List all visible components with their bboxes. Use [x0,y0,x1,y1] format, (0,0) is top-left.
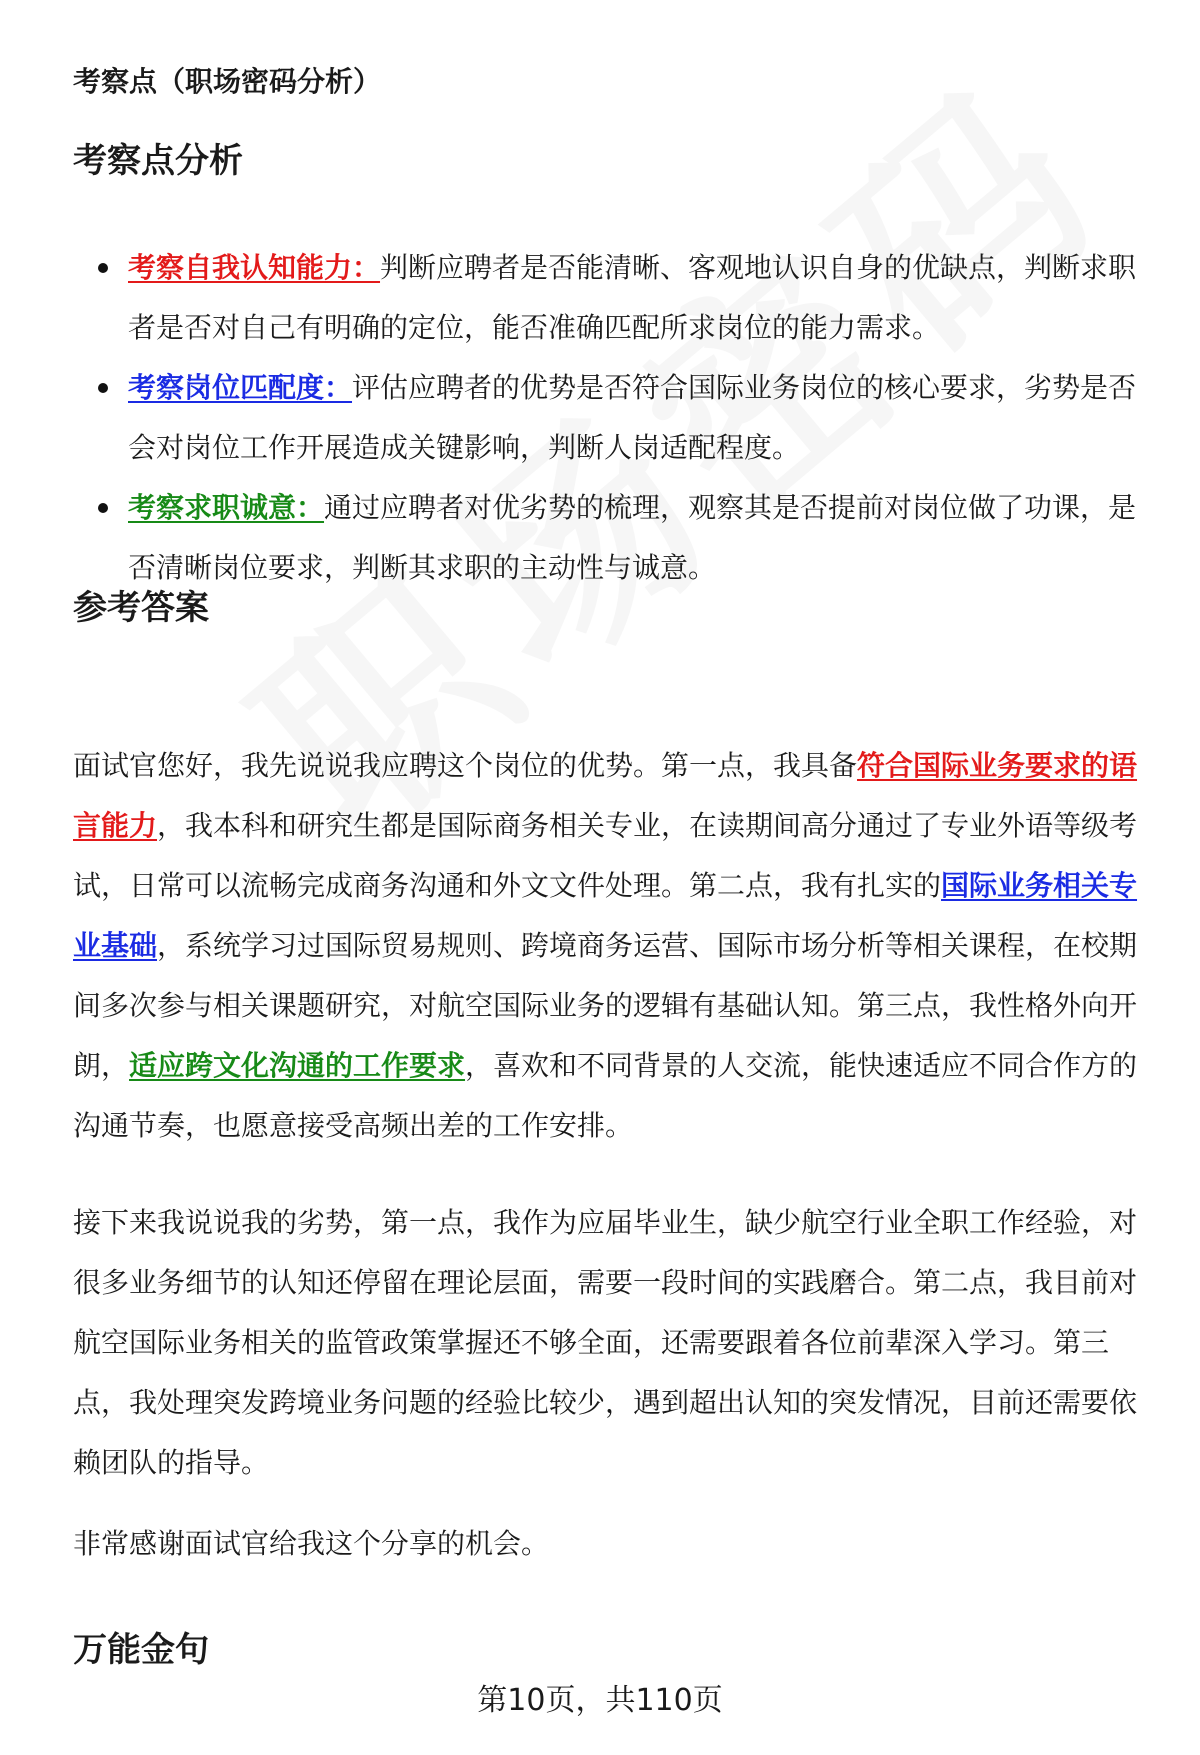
bullet-item [73,358,1158,478]
bullet-dot-icon [98,383,108,393]
bullet-keyword: 考察岗位匹配度： [128,371,353,404]
bullet-item [73,478,1158,598]
bullet-text: 评估应聘者的优势是否符合国际业务岗位的核心要求，劣势是否会对岗位工作开展造成关键影响，判断人岗适配程度。 [128,371,1137,464]
answer-text: 面试官您好，我先说说我应聘这个岗位的优势。第一点，我具备 [73,749,858,782]
bullet-text: 判断应聘者是否能清晰、客观地认识自身的优缺点，判断求职者是否对自己有明确的定位，能否准确匹配所求岗位的能力需求。 [128,251,1137,344]
answer-keyword: 适应跨文化沟通的工作要求 [129,1049,466,1082]
page-number: 第10页，共110页 [477,1683,723,1718]
doc-title: 考察点（职场密码分析） [73,65,382,98]
section-heading-answer: 参考答案 [73,588,209,628]
answer-keyword: 符合国际业务要求的语言能力 [73,749,1138,842]
bullet-text: 通过应聘者对优劣势的梳理，观察其是否提前对岗位做了功课，是否清晰岗位要求，判断其求职的主动性与诚意。 [128,491,1137,584]
bullet-dot-icon [98,503,108,513]
answer-text: ，喜欢和不同背景的人交流，能快速适应不同合作方的沟通节奏，也愿意接受高频出差的工作安排。 [73,1049,1138,1142]
bullet-keyword: 考察求职诚意： [128,491,325,524]
bullet-keyword: 考察自我认知能力： [128,251,381,284]
bullet-item [73,238,1158,358]
section-heading-golden-sentences: 万能金句 [73,1630,209,1670]
analysis-bullet-list [73,238,1158,598]
bullet-dot-icon [98,263,108,273]
answer-paragraph-weaknesses: 接下来我说说我的劣势，第一点，我作为应届毕业生，缺少航空行业全职工作经验，对很多业务细节的认知还停留在理论层面，需要一段时间的实践磨合。第二点，我目前对航空国际业务相关的监管政策掌握还不够全面，还需要跟着各位前辈深入学习。第三点，我处理突发跨境业务问题的经验比较少，遇到超出认知的突发情况，目前还需要依赖团队的指导。 [73,1206,1138,1479]
answer-text: ，系统学习过国际贸易规则、跨境商务运营、国际市场分析等相关课程，在校期间多次参与相关课题研究，对航空国际业务的逻辑有基础认知。第三点，我性格外向开朗， [73,929,1138,1082]
answer-text: ，我本科和研究生都是国际商务相关专业，在读期间高分通过了专业外语等级考试，日常可以流畅完成商务沟通和外文文件处理。第二点，我有扎实的 [73,809,1138,902]
answer-keyword: 国际业务相关专业基础 [73,869,1138,962]
section-heading-analysis: 考察点分析 [73,141,243,181]
answer-paragraph-thanks: 非常感谢面试官给我这个分享的机会。 [73,1527,550,1560]
answer-paragraph-strengths [73,736,1158,1156]
